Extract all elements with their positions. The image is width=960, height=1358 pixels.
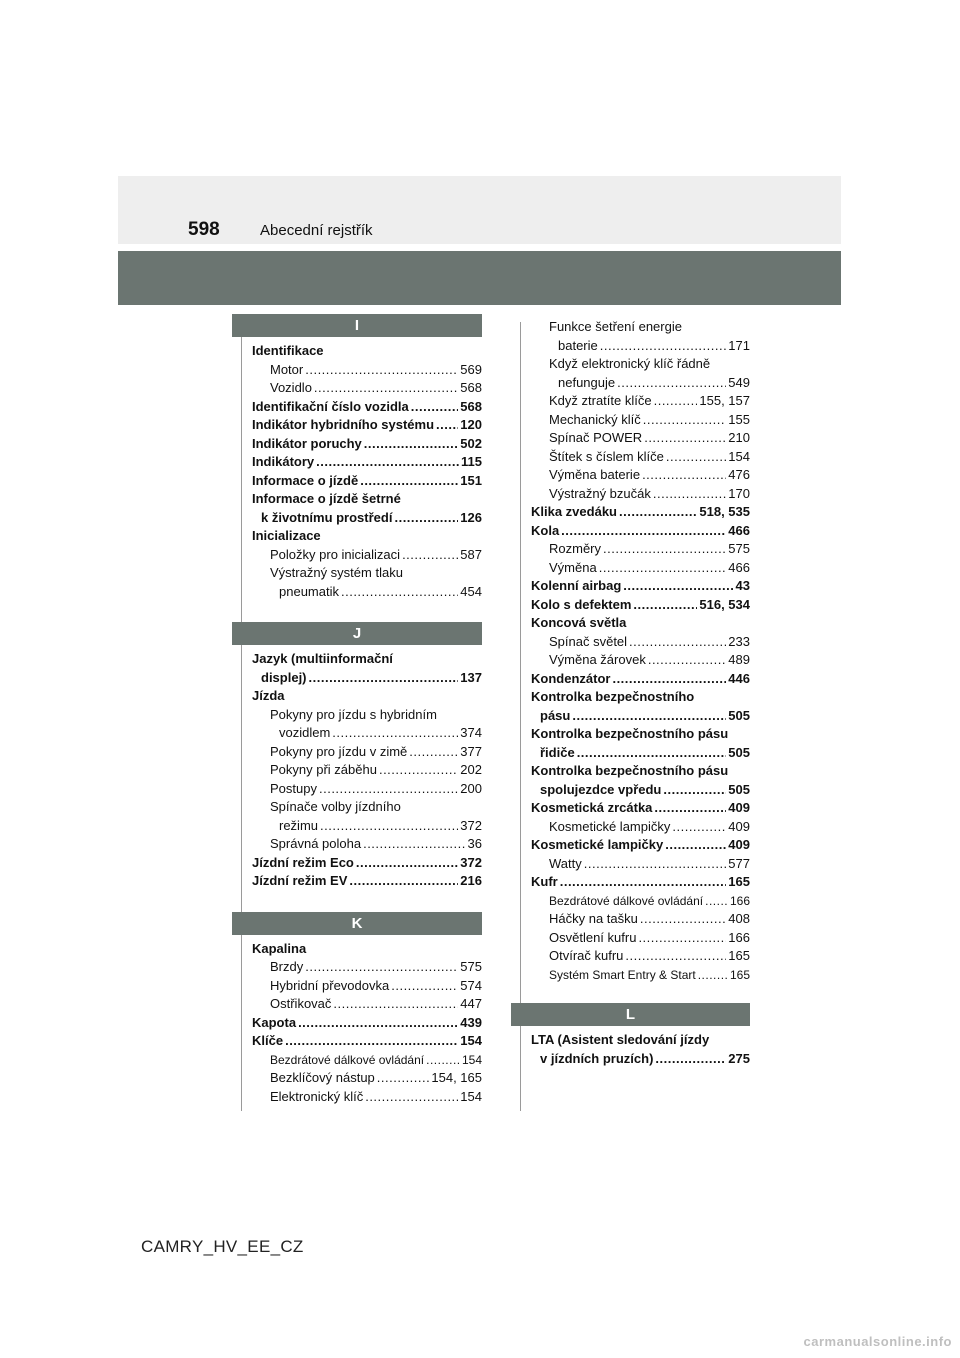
index-entry: Položky pro inicializaci ..... 587 — [252, 546, 482, 565]
index-entry: Informace o jízdě šetrné — [252, 491, 401, 506]
index-entry: nefunguje ..... 549 — [531, 374, 750, 393]
index-entry: vozidlem ..... 374 — [252, 724, 482, 743]
index-entry: Motor ..... 569 — [252, 361, 482, 380]
index-entry: Rozměry ..... 575 — [531, 540, 750, 559]
index-entry: baterie ..... 171 — [531, 337, 750, 356]
index-entry: Funkce šetření energie — [549, 319, 682, 334]
index-entry: Kola ..... 466 — [531, 522, 750, 541]
index-entry: režimu ..... 372 — [252, 817, 482, 836]
section-header-l: L — [511, 1003, 750, 1026]
index-entry: Spínače volby jízdního — [270, 799, 401, 814]
index-entry: Výměna ..... 466 — [531, 559, 750, 578]
index-entry: Indikátor poruchy ..... 502 — [252, 435, 482, 454]
index-entry: Vozidlo ..... 568 — [252, 379, 482, 398]
index-entry: Indikátory ..... 115 — [252, 453, 482, 472]
index-entry: Jízdní režim Eco ..... 372 — [252, 854, 482, 873]
index-entry: Inicializace — [252, 528, 321, 543]
index-entry: Osvětlení kufru ..... 166 — [531, 929, 750, 948]
header-bar — [118, 251, 841, 305]
index-entry: Kontrolka bezpečnostního pásu — [531, 726, 729, 741]
index-entry: řidiče ..... 505 — [531, 744, 750, 763]
index-entry: spolujezdce vpředu ..... 505 — [531, 781, 750, 800]
index-entry: Koncová světla — [531, 615, 627, 630]
index-entry: Informace o jízdě ..... 151 — [252, 472, 482, 491]
index-entry: Pokyny pro jízdu s hybridním — [270, 706, 437, 722]
index-entry: LTA (Asistent sledování jízdy — [531, 1032, 710, 1047]
index-entry: Brzdy ..... 575 — [252, 958, 482, 977]
index-entry: Když elektronický klíč řádně — [549, 356, 711, 371]
index-entry: pneumatik ..... 454 — [252, 583, 482, 602]
watermark: carmanualsonline.info — [803, 1334, 952, 1349]
index-entry: Klika zvedáku ..... 518, 535 — [531, 503, 750, 522]
index-entry: Kolo s defektem ..... 516, 534 — [531, 596, 750, 615]
index-entry: k životnímu prostředí ..... 126 — [252, 509, 482, 528]
index-entry: Ostřikovač ..... 447 — [252, 995, 482, 1014]
index-entry: Štítek s číslem klíče ..... 154 — [531, 448, 750, 467]
index-entry: Jízdní režim EV ..... 216 — [252, 872, 482, 891]
document-code: CAMRY_HV_EE_CZ — [141, 1237, 304, 1256]
index-entry: Elektronický klíč ..... 154 — [252, 1088, 482, 1107]
index-entry: Kontrolka bezpečnostního pásu — [531, 763, 729, 778]
index-entry: Indikátor hybridního systému ..... 120 — [252, 416, 482, 435]
section-header-j: J — [232, 622, 482, 645]
index-entry: pásu ..... 505 — [531, 707, 750, 726]
index-entry: Kapota ..... 439 — [252, 1014, 482, 1033]
index-entry: Výměna žárovek ..... 489 — [531, 651, 750, 670]
index-entry: Kolenní airbag ..... 43 — [531, 577, 750, 596]
page-title: Abecední rejstřík — [260, 222, 373, 239]
index-entry: v jízdních pruzích) ..... 275 — [531, 1050, 750, 1069]
index-entry: Kapalina — [252, 940, 307, 956]
index-entry: Mechanický klíč ..... 155 — [531, 411, 750, 430]
index-entry: Klíče ..... 154 — [252, 1032, 482, 1051]
index-entry: Háčky na tašku ..... 408 — [531, 910, 750, 929]
index-entry: Kontrolka bezpečnostního — [531, 689, 695, 704]
index-entry: Kosmetická zrcátka ..... 409 — [531, 799, 750, 818]
header-band — [118, 176, 841, 244]
column-divider-right — [520, 322, 521, 1111]
index-entry: Bezdrátové dálkové ovládání ..... 154 — [252, 1051, 482, 1070]
column-divider-left — [241, 337, 242, 1111]
index-entry: Kondenzátor ..... 446 — [531, 670, 750, 689]
index-entry: Identifikace — [252, 343, 324, 358]
index-entry: Výměna baterie ..... 476 — [531, 466, 750, 485]
index-entry: Jazyk (multiinformační — [252, 651, 393, 666]
index-entry: Otvírač kufru ..... 165 — [531, 947, 750, 966]
index-entry: Kosmetické lampičky ..... 409 — [531, 818, 750, 837]
index-entry: Kosmetické lampičky ..... 409 — [531, 836, 750, 855]
index-entry: Identifikační číslo vozidla ..... 568 — [252, 398, 482, 417]
index-entry: Spínač světel ..... 233 — [531, 633, 750, 652]
index-entry: Výstražný bzučák ..... 170 — [531, 485, 750, 504]
index-entry: displej) ..... 137 — [252, 669, 482, 688]
index-entry: Pokyny pro jízdu v zimě ..... 377 — [252, 743, 482, 762]
index-entry: Jízda — [252, 688, 285, 703]
section-header-i: I — [232, 314, 482, 337]
index-column-2 — [531, 318, 750, 1068]
index-entry: Bezdrátové dálkové ovládání ..... 166 — [531, 892, 750, 911]
index-entry: Když ztratíte klíče ..... 155, 157 — [531, 392, 750, 411]
index-entry: Kufr ..... 165 — [531, 873, 750, 892]
page-number: 598 — [188, 219, 220, 240]
index-entry: Watty ..... 577 — [531, 855, 750, 874]
index-entry: Postupy ..... 200 — [252, 780, 482, 799]
index-entry: Hybridní převodovka ..... 574 — [252, 977, 482, 996]
index-entry: Pokyny při záběhu ..... 202 — [252, 761, 482, 780]
index-entry: Výstražný systém tlaku — [270, 565, 403, 580]
index-column-1 — [252, 314, 482, 1106]
index-entry: Systém Smart Entry & Start ..... 165 — [531, 966, 750, 985]
index-entry: Bezklíčový nástup ..... 154, 165 — [252, 1069, 482, 1088]
index-entry: Správná poloha ..... 36 — [252, 835, 482, 854]
index-entry: Spínač POWER ..... 210 — [531, 429, 750, 448]
section-header-k: K — [232, 912, 482, 935]
